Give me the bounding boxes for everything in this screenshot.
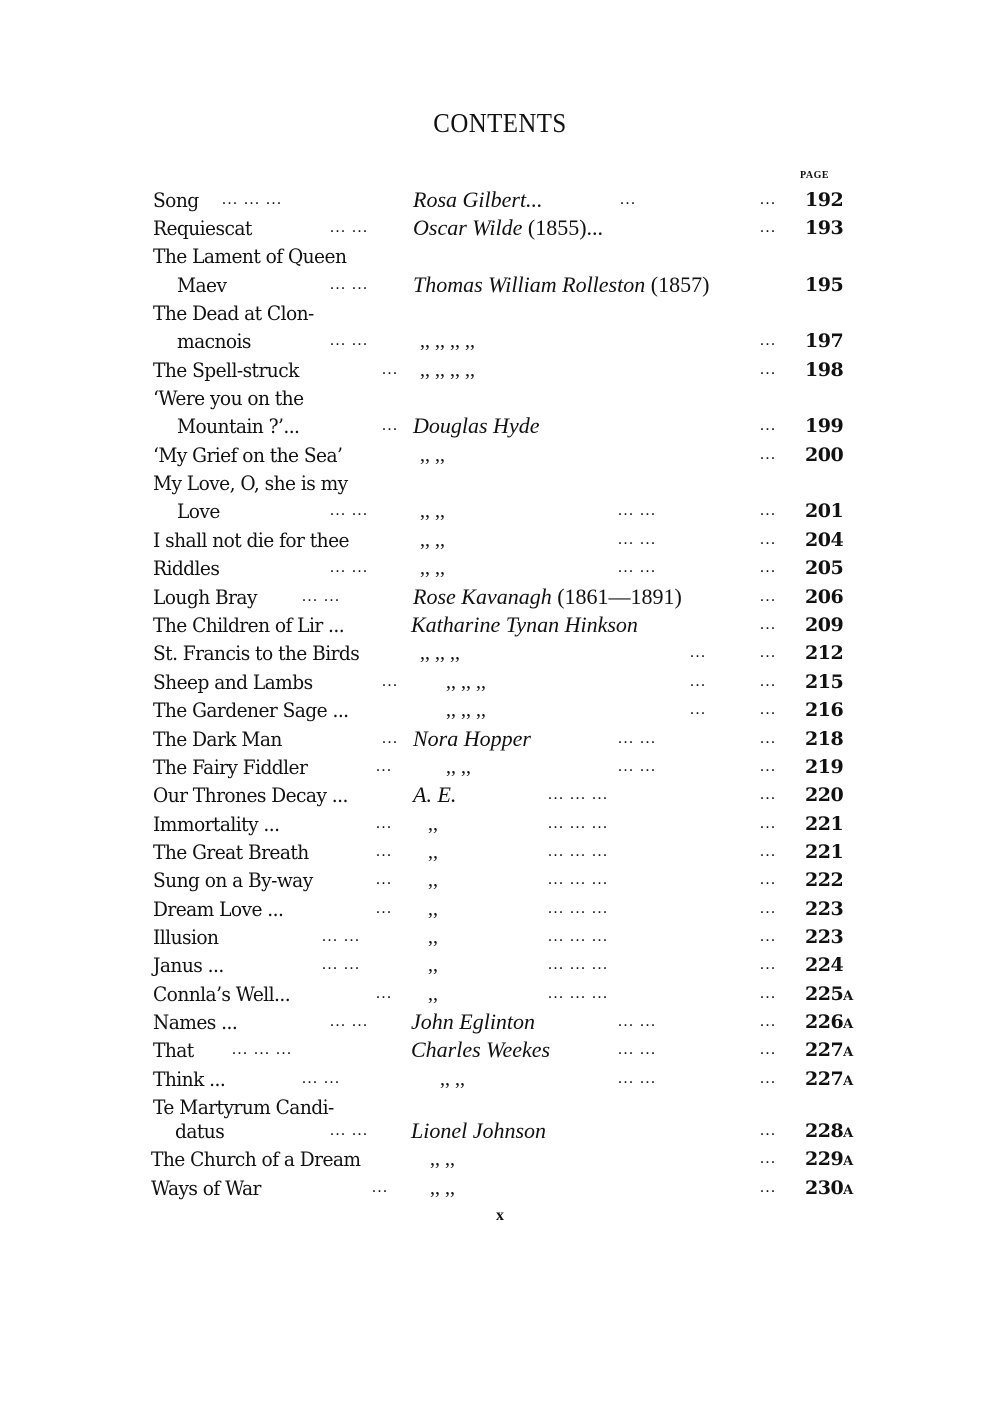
entry-author: Oscar Wilde (1855)... xyxy=(413,215,604,240)
leader-dots: ... xyxy=(760,191,777,208)
entry-title: Names ... xyxy=(153,1010,238,1034)
entry-page: 227A xyxy=(805,1068,853,1090)
entry-title-continued: Mountain ?’... xyxy=(177,414,300,438)
leader-dots: ... xyxy=(760,730,777,747)
entry-page: 212 xyxy=(805,642,844,664)
leader-dots: ... xyxy=(760,815,777,832)
leader-dots: ... xyxy=(382,417,399,434)
entry-title: The Dead at Clon- xyxy=(153,301,314,325)
toc-entry-illusion xyxy=(0,923,1000,951)
leader-dots: ... ... xyxy=(618,1013,657,1030)
leader-dots: ... xyxy=(760,928,777,945)
leader-dots: ... xyxy=(382,673,399,690)
toc-entry-my-love-o-she-is-my-love xyxy=(0,469,1000,497)
leader-dots: ... xyxy=(376,815,393,832)
toc-entry-church-of-a-dream xyxy=(0,1145,1000,1173)
leader-dots: ... xyxy=(760,332,777,349)
toc-entry-sheep-and-lambs xyxy=(0,668,1000,696)
toc-entry-dream-love xyxy=(0,895,1000,923)
entry-page: 193 xyxy=(805,217,844,239)
page-title: CONTENTS xyxy=(433,108,567,138)
ditto-marks: ,, xyxy=(428,983,438,1005)
entry-page: 223 xyxy=(805,898,844,920)
leader-dots: ... ... ... xyxy=(548,900,609,917)
ditto-marks: ,, xyxy=(428,841,438,863)
leader-dots: ... ... xyxy=(618,531,657,548)
toc-entry-st-francis-to-the-birds xyxy=(0,639,1000,667)
entry-page: 230A xyxy=(805,1177,853,1199)
entry-page: 227A xyxy=(805,1039,853,1061)
entry-page: 219 xyxy=(805,756,844,778)
entry-title: The Spell-struck xyxy=(153,358,299,382)
entry-page: 229A xyxy=(805,1148,853,1170)
ditto-marks: ,, xyxy=(428,869,438,891)
ditto-marks: ,, xyxy=(428,898,438,920)
entry-title: St. Francis to the Birds xyxy=(153,641,360,665)
leader-dots: ... xyxy=(760,616,777,633)
entry-title: The Dark Man xyxy=(153,727,282,751)
ditto-marks: ,, ,, xyxy=(420,500,445,522)
leader-dots: ... xyxy=(382,730,399,747)
leader-dots: ... ... ... xyxy=(548,786,609,803)
toc-entry-that xyxy=(0,1036,1000,1064)
entry-page: 225A xyxy=(805,983,853,1005)
toc-entry-dark-man xyxy=(0,725,1000,753)
entry-title: Riddles xyxy=(153,556,220,580)
entry-title: Song xyxy=(153,188,199,212)
entry-title: My Love, O, she is my xyxy=(153,471,348,495)
leader-dots: ... xyxy=(760,1179,777,1196)
entry-author: Nora Hopper xyxy=(413,726,531,751)
entry-page: 228A xyxy=(805,1120,853,1142)
toc-entry-my-love-o-she-is-my-love-cont xyxy=(0,497,1000,525)
leader-dots: ... ... xyxy=(618,559,657,576)
entry-page: 192 xyxy=(805,189,844,211)
entry-title-continued: macnois xyxy=(177,329,251,353)
entry-page: 195 xyxy=(805,274,844,296)
entry-author: Douglas Hyde xyxy=(413,413,540,438)
entry-author: John Eglinton xyxy=(411,1009,536,1034)
leader-dots: ... ... ... xyxy=(548,815,609,832)
ditto-marks: ,, ,, xyxy=(420,444,445,466)
ditto-marks: ,, xyxy=(428,926,438,948)
toc-entry-children-of-lir xyxy=(0,611,1000,639)
toc-entry-ways-of-war xyxy=(0,1174,1000,1202)
ditto-marks: ,, ,, xyxy=(440,1068,465,1090)
toc-entry-our-thrones-decay xyxy=(0,781,1000,809)
entry-page: 200 xyxy=(805,444,844,466)
leader-dots: ... ... xyxy=(618,758,657,775)
entry-title: Ways of War xyxy=(151,1176,261,1200)
ditto-marks: ,, xyxy=(428,813,438,835)
leader-dots: ... xyxy=(760,644,777,661)
ditto-marks: ,, ,, ,, xyxy=(420,642,460,664)
leader-dots: ... xyxy=(620,191,637,208)
page-folio-number: x xyxy=(496,1207,504,1224)
leader-dots: ... ... ... xyxy=(222,191,283,208)
leader-dots: ... ... xyxy=(618,1041,657,1058)
toc-entry-great-breath xyxy=(0,838,1000,866)
leader-dots: ... xyxy=(760,1013,777,1030)
leader-dots: ... ... ... xyxy=(548,956,609,973)
ditto-marks: ,, ,, xyxy=(420,529,445,551)
entry-page: 218 xyxy=(805,728,844,750)
leader-dots: ... ... ... xyxy=(548,871,609,888)
leader-dots: ... xyxy=(760,673,777,690)
entry-title: Requiescat xyxy=(153,216,252,240)
leader-dots: ... xyxy=(690,673,707,690)
entry-page: 220 xyxy=(805,784,844,806)
leader-dots: ... xyxy=(376,843,393,860)
leader-dots: ... xyxy=(760,417,777,434)
entry-page: 221 xyxy=(805,841,844,863)
leader-dots: ... ... xyxy=(322,928,361,945)
leader-dots: ... ... xyxy=(330,332,369,349)
toc-entry-i-shall-not-die-for-thee xyxy=(0,526,1000,554)
leader-dots: ... xyxy=(760,446,777,463)
entry-author: A. E. xyxy=(413,782,457,807)
entry-title: Our Thrones Decay ... xyxy=(153,783,348,807)
leader-dots: ... xyxy=(760,956,777,973)
leader-dots: ... xyxy=(376,871,393,888)
entry-page: 222 xyxy=(805,869,844,891)
leader-dots: ... xyxy=(760,871,777,888)
toc-entry-te-martyrum-candidatus-cont xyxy=(0,1117,1000,1145)
leader-dots: ... xyxy=(760,559,777,576)
entry-title-continued: datus xyxy=(175,1119,225,1143)
leader-dots: ... xyxy=(760,219,777,236)
toc-entry-gardener-sage xyxy=(0,696,1000,724)
ditto-marks: ,, ,, xyxy=(446,756,471,778)
toc-entry-immortality xyxy=(0,810,1000,838)
entry-page: 209 xyxy=(805,614,844,636)
toc-entry-fairy-fiddler xyxy=(0,753,1000,781)
entry-title: Sung on a By-way xyxy=(153,868,313,892)
leader-dots: ... xyxy=(376,758,393,775)
entry-page: 197 xyxy=(805,330,844,352)
leader-dots: ... xyxy=(760,588,777,605)
toc-entry-think xyxy=(0,1065,1000,1093)
entry-title: Think ... xyxy=(153,1067,226,1091)
entry-page: 199 xyxy=(805,415,844,437)
toc-entry-dead-at-clonmacnois xyxy=(0,299,1000,327)
leader-dots: ... xyxy=(760,1070,777,1087)
leader-dots: ... xyxy=(760,786,777,803)
toc-entry-names xyxy=(0,1008,1000,1036)
leader-dots: ... xyxy=(376,900,393,917)
leader-dots: ... ... xyxy=(322,956,361,973)
entry-title: Te Martyrum Candi- xyxy=(153,1095,334,1119)
leader-dots: ... xyxy=(372,1179,389,1196)
ditto-marks: ,, ,, ,, ,, xyxy=(420,330,475,352)
entry-title: I shall not die for thee xyxy=(153,528,349,552)
toc-entry-song xyxy=(0,186,1000,214)
ditto-marks: ,, ,, xyxy=(430,1148,455,1170)
entry-page: 216 xyxy=(805,699,844,721)
leader-dots: ... ... xyxy=(330,276,369,293)
entry-title: Janus ... xyxy=(153,953,224,977)
toc-entry-lament-of-queen-maev xyxy=(0,242,1000,270)
entry-page: 206 xyxy=(805,586,844,608)
entry-author: Charles Weekes xyxy=(411,1037,551,1062)
leader-dots: ... xyxy=(760,701,777,718)
toc-entry-my-grief-on-the-sea xyxy=(0,441,1000,469)
toc-entry-sung-on-a-by-way xyxy=(0,866,1000,894)
leader-dots: ... xyxy=(760,900,777,917)
entry-title: The Lament of Queen xyxy=(153,244,347,268)
entry-page: 226A xyxy=(805,1011,853,1033)
entry-title: The Church of a Dream xyxy=(151,1147,361,1171)
leader-dots: ... ... xyxy=(330,1013,369,1030)
ditto-marks: ,, ,, xyxy=(430,1177,455,1199)
toc-entry-spell-struck xyxy=(0,356,1000,384)
entry-title: Lough Bray xyxy=(153,585,257,609)
entry-title: The Fairy Fiddler xyxy=(153,755,308,779)
leader-dots: ... xyxy=(760,1150,777,1167)
entry-page: 201 xyxy=(805,500,844,522)
ditto-marks: ,, ,, ,, xyxy=(446,671,486,693)
leader-dots: ... xyxy=(760,758,777,775)
leader-dots: ... xyxy=(760,1041,777,1058)
entry-page: 224 xyxy=(805,954,844,976)
entry-page: 215 xyxy=(805,671,844,693)
toc-entry-janus xyxy=(0,951,1000,979)
entry-author: Rosa Gilbert... xyxy=(413,187,543,212)
entry-title-continued: Love xyxy=(177,499,220,523)
leader-dots: ... ... xyxy=(618,502,657,519)
entry-page: 221 xyxy=(805,813,844,835)
toc-entry-connlas-well xyxy=(0,980,1000,1008)
entry-title: ‘Were you on the xyxy=(153,386,304,410)
entry-title-continued: Maev xyxy=(177,273,227,297)
leader-dots: ... xyxy=(382,361,399,378)
toc-entry-riddles xyxy=(0,554,1000,582)
entry-page: 223 xyxy=(805,926,844,948)
entry-author: Katharine Tynan Hinkson xyxy=(411,612,638,637)
leader-dots: ... ... ... xyxy=(548,843,609,860)
entry-page: 204 xyxy=(805,529,844,551)
entry-title: The Children of Lir ... xyxy=(153,613,345,637)
ditto-marks: ,, ,, ,, xyxy=(446,699,486,721)
entry-title: Dream Love ... xyxy=(153,897,284,921)
ditto-marks: ,, ,, xyxy=(420,557,445,579)
ditto-marks: ,, xyxy=(428,954,438,976)
toc-entry-were-you-on-the-mountain-cont xyxy=(0,412,1000,440)
leader-dots: ... xyxy=(760,361,777,378)
entry-title: Illusion xyxy=(153,925,219,949)
leader-dots: ... ... xyxy=(330,219,369,236)
leader-dots: ... xyxy=(690,644,707,661)
leader-dots: ... xyxy=(760,843,777,860)
toc-entry-lough-bray xyxy=(0,583,1000,611)
leader-dots: ... ... xyxy=(618,730,657,747)
page-column-label: PAGE xyxy=(800,170,830,181)
leader-dots: ... ... ... xyxy=(548,928,609,945)
toc-entry-were-you-on-the-mountain xyxy=(0,384,1000,412)
toc-entry-requiescat xyxy=(0,214,1000,242)
leader-dots: ... ... xyxy=(302,1070,341,1087)
leader-dots: ... ... xyxy=(330,502,369,519)
leader-dots: ... ... xyxy=(302,588,341,605)
leader-dots: ... xyxy=(760,502,777,519)
entry-title: The Gardener Sage ... xyxy=(153,698,349,722)
leader-dots: ... xyxy=(690,701,707,718)
leader-dots: ... ... ... xyxy=(232,1041,293,1058)
entry-title: ‘My Grief on the Sea’ xyxy=(153,443,343,467)
leader-dots: ... ... xyxy=(618,1070,657,1087)
toc-entry-lament-of-queen-maev-cont xyxy=(0,271,1000,299)
entry-title: That xyxy=(153,1038,194,1062)
entry-page: 205 xyxy=(805,557,844,579)
leader-dots: ... ... xyxy=(330,1122,369,1139)
entry-title: Sheep and Lambs xyxy=(153,670,313,694)
leader-dots: ... xyxy=(760,1122,777,1139)
leader-dots: ... ... xyxy=(330,559,369,576)
entry-title: Connla’s Well... xyxy=(153,982,291,1006)
entry-title: The Great Breath xyxy=(153,840,309,864)
entry-author: Thomas William Rolleston (1857) xyxy=(413,272,710,297)
entry-author: Rose Kavanagh (1861—1891) xyxy=(413,584,682,609)
entry-page: 198 xyxy=(805,359,844,381)
leader-dots: ... xyxy=(760,531,777,548)
toc-entry-dead-at-clonmacnois-cont xyxy=(0,327,1000,355)
entry-author: Lionel Johnson xyxy=(411,1118,547,1143)
leader-dots: ... ... ... xyxy=(548,985,609,1002)
leader-dots: ... xyxy=(760,985,777,1002)
entry-title: Immortality ... xyxy=(153,812,280,836)
ditto-marks: ,, ,, ,, ,, xyxy=(420,359,475,381)
leader-dots: ... xyxy=(376,985,393,1002)
